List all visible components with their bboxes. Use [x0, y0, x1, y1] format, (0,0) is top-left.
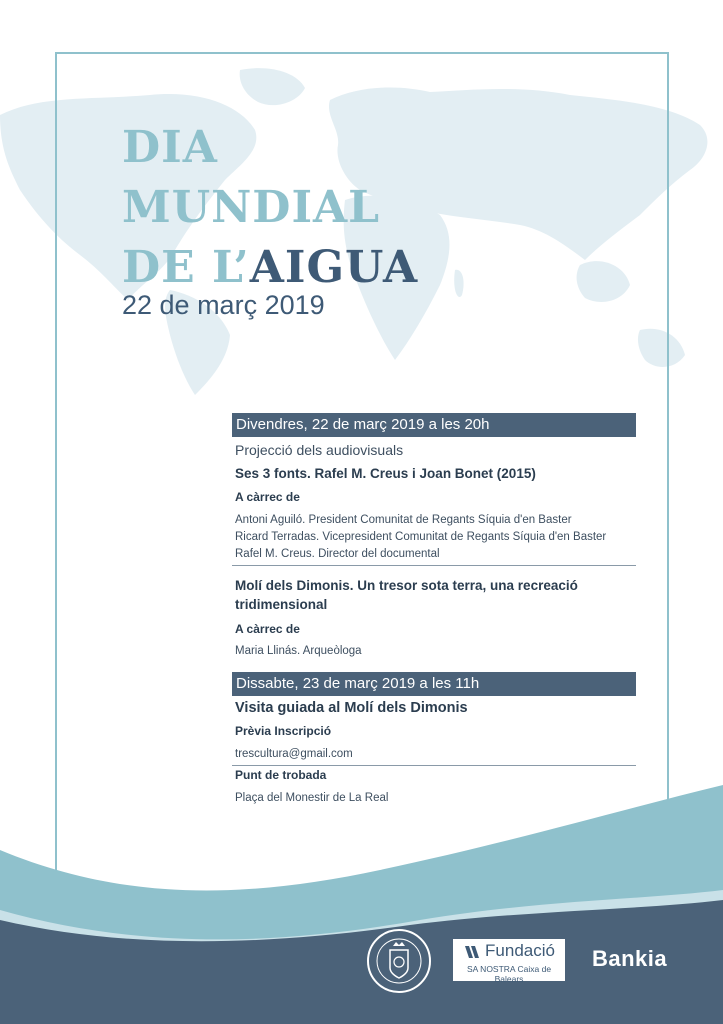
day1-header-bar: Divendres, 22 de març 2019 a les 20h [232, 413, 636, 437]
title-line-3 [122, 238, 418, 298]
divider [232, 565, 636, 566]
film1-person-3: Rafel M. Creus. Director del documental [235, 548, 440, 560]
film2-title-line-2: tridimensional [235, 597, 328, 612]
meeting-point-label: Punt de trobada [235, 768, 327, 782]
contact-email[interactable]: trescultura@gmail.com [235, 748, 353, 760]
film2-by-label: A càrrec de [235, 622, 300, 636]
film2-person-1: Maria Llinás. Arqueòloga [235, 645, 362, 657]
fundacio-logo [453, 939, 565, 984]
title-line-2: MUNDIAL [122, 182, 381, 233]
film1-title: Ses 3 fonts. Rafel M. Creus i Joan Bonet (2015) [235, 466, 536, 481]
visit-title: Visita guiada al Molí dels Dimonis [235, 700, 468, 716]
comunitat-regants-seal [366, 928, 432, 994]
film1-person-1: Antoni Aguiló. President Comunitat de Regants Síquia d'en Baster [235, 514, 572, 526]
day1-subtitle: Projecció dels audiovisuals [235, 442, 404, 458]
day2-header-bar: Dissabte, 23 de març 2019 a les 11h [232, 672, 636, 696]
bankia-logo: Bankia [592, 946, 668, 971]
film2-title-line-1: Molí dels Dimonis. Un tresor sota terra, una recreació [235, 578, 578, 593]
fundacio-subtitle: SA NOSTRA Caixa de Balears [466, 964, 552, 984]
title-line-1: DIA [122, 122, 218, 173]
footer-waves [0, 770, 723, 1024]
signup-label: Prèvia Inscripció [235, 724, 332, 738]
film1-person-2: Ricard Terradas. Vicepresident Comunitat de Regants Síquia d'en Baster [235, 531, 607, 543]
film1-by-label: A càrrec de [235, 490, 300, 504]
fundacio-name: Fundació [485, 941, 555, 960]
divider [232, 765, 636, 766]
title-line-3-dark: AIGUA [249, 242, 419, 293]
title-line-3-light: DE L’ [122, 242, 250, 293]
meeting-place: Plaça del Monestir de La Real [235, 792, 389, 804]
poster-title [122, 118, 418, 298]
event-date: 22 de març 2019 [122, 290, 325, 320]
